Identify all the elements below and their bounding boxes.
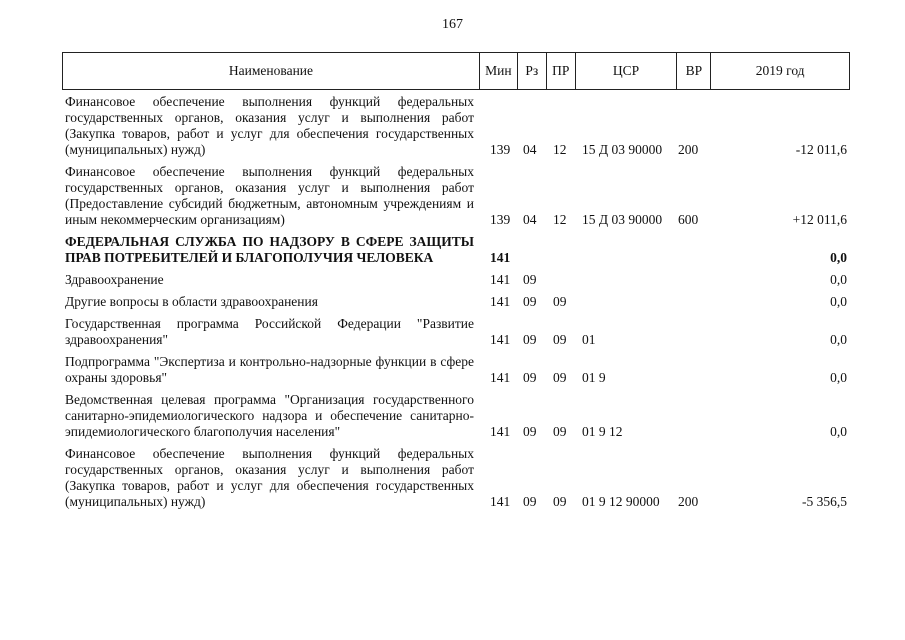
row-amount: +12 011,6 (792, 212, 847, 227)
header-vr: ВР (677, 53, 711, 89)
header-year: 2019 год (755, 63, 805, 78)
row-pr: 12 (553, 212, 567, 227)
row-name: Подпрограмма "Экспертиза и контрольно-надзорные функции в сфере охраны здоровья" (65, 354, 474, 385)
row-rz: 09 (523, 370, 537, 385)
row-min: 141 (490, 424, 511, 439)
row-name: Государственная программа Российской Федерации "Развитие здравоохранения" (65, 316, 474, 347)
row-rz: 09 (523, 424, 537, 439)
row-csr: 01 9 12 (582, 424, 623, 439)
row-csr: 01 (582, 332, 596, 347)
row-min: 141 (490, 494, 511, 509)
row-csr: 15 Д 03 90000 (582, 212, 663, 227)
row-rz: 04 (523, 142, 537, 157)
row-name: Здравоохранение (65, 272, 164, 287)
row-min: 141 (490, 250, 511, 265)
row-pr: 09 (553, 294, 567, 309)
row-rz: 09 (523, 294, 537, 309)
row-min: 139 (490, 142, 511, 157)
header-rz: Рз (518, 53, 547, 89)
table-row (62, 392, 850, 440)
row-min: 141 (490, 370, 511, 385)
table-row (62, 94, 850, 158)
row-pr: 12 (553, 142, 567, 157)
header-name: Наименование (63, 53, 480, 89)
row-rz: 09 (523, 272, 537, 287)
row-name: Финансовое обеспечение выполнения функций федеральных государственных органов, оказания услуг и выполнения работ (Закупка товаров, работ и услуг для обеспечения государственных (муниципальных) нужд) (65, 94, 474, 157)
table-header (62, 52, 850, 90)
row-csr: 01 9 12 90000 (582, 494, 660, 509)
page-number: 167 (442, 17, 463, 32)
row-name: ФЕДЕРАЛЬНАЯ СЛУЖБА ПО НАДЗОРУ В СФЕРЕ ЗАЩИТЫ ПРАВ ПОТРЕБИТЕЛЕЙ И БЛАГОПОЛУЧИЯ ЧЕЛОВЕКА (65, 234, 474, 265)
row-amount: -5 356,5 (802, 494, 847, 509)
row-name: Финансовое обеспечение выполнения функций федеральных государственных органов, оказания услуг и выполнения работ (Предоставление субсидий бюджетным, автономным учреждениям и иным некоммерческим организациям) (65, 164, 474, 227)
row-min: 141 (490, 332, 511, 347)
table-row (62, 316, 850, 348)
row-rz: 09 (523, 494, 537, 509)
row-vr: 200 (678, 142, 699, 157)
row-min: 139 (490, 212, 511, 227)
table-row (62, 164, 850, 228)
row-amount: 0,0 (830, 332, 847, 347)
row-pr: 09 (553, 424, 567, 439)
table-row (62, 294, 850, 310)
row-rz: 09 (523, 332, 537, 347)
header-min: Мин (480, 53, 518, 89)
row-name: Ведомственная целевая программа "Организация государственного санитарно-эпидемиологического надзора и обеспечение санитарно-эпидемиологического благополучия населения" (65, 392, 474, 439)
row-name: Финансовое обеспечение выполнения функций федеральных государственных органов, оказания услуг и выполнения работ (Закупка товаров, работ и услуг для обеспечения государственных (муниципальных) нужд) (65, 446, 474, 509)
row-amount: 0,0 (830, 370, 847, 385)
row-pr: 09 (553, 494, 567, 509)
row-csr: 15 Д 03 90000 (582, 142, 663, 157)
row-pr: 09 (553, 370, 567, 385)
table-row (62, 354, 850, 386)
row-rz: 04 (523, 212, 537, 227)
row-vr: 600 (678, 212, 699, 227)
row-amount: 0,0 (830, 272, 847, 287)
row-min: 141 (490, 272, 511, 287)
row-min: 141 (490, 294, 511, 309)
header-pr: ПР (547, 53, 576, 89)
row-amount: 0,0 (830, 294, 847, 309)
row-amount: 0,0 (830, 424, 847, 439)
row-csr: 01 9 (582, 370, 606, 385)
header-csr: ЦСР (576, 53, 678, 89)
row-vr: 200 (678, 494, 699, 509)
table-body (62, 94, 850, 516)
table-row (62, 234, 850, 266)
row-amount: 0,0 (830, 250, 847, 265)
row-pr: 09 (553, 332, 567, 347)
row-amount: -12 011,6 (795, 142, 847, 157)
row-name: Другие вопросы в области здравоохранения (65, 294, 318, 309)
table-row (62, 446, 850, 510)
table-row (62, 272, 850, 288)
